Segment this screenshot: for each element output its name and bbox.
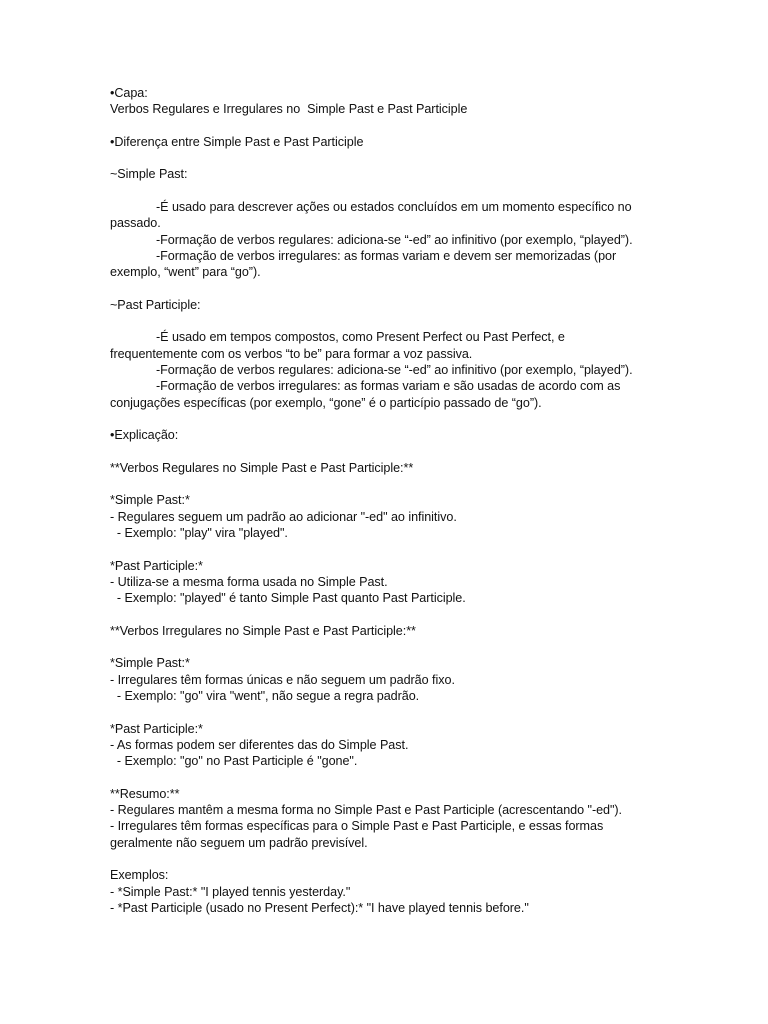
document-line: •Explicação: [110,428,179,443]
document-line: - Exemplo: "go" vira "went", não segue a regra padrão. [110,688,420,703]
document-line: conjugações específicas (por exemplo, “gone” é o particípio passado de “go”). [110,395,542,410]
document-line: **Verbos Regulares no Simple Past e Past Participle:** [110,460,414,475]
document-line: Exemplos: [110,868,169,883]
document-line: -Formação de verbos irregulares: as formas variam e devem ser memorizadas (por [156,248,617,263]
document-line: **Resumo:** [110,786,180,801]
blank-line [110,281,660,297]
document-line: -É usado para descrever ações ou estados concluídos em um momento específico no [156,200,632,215]
blank-line [110,476,660,492]
document-page [110,85,660,916]
blank-line [110,704,660,720]
document-line: **Verbos Irregulares no Simple Past e Past Participle:** [110,623,416,638]
blank-line [110,607,660,623]
document-line: geralmente não seguem um padrão previsível. [110,835,368,850]
document-line: - Irregulares têm formas específicas para o Simple Past e Past Participle, e essas formas [110,819,604,834]
document-line: - Irregulares têm formas únicas e não seguem um padrão fixo. [110,672,455,687]
blank-line [110,118,660,134]
document-line: ~Past Participle: [110,297,201,312]
document-line: -Formação de verbos irregulares: as formas variam e são usadas de acordo com as [156,379,621,394]
document-line: - Regulares mantêm a mesma forma no Simple Past e Past Participle (acrescentando "-ed"). [110,803,623,818]
blank-line [110,444,660,460]
document-line: - Exemplo: "play" vira "played". [110,526,288,541]
document-line: - *Simple Past:* "I played tennis yesterday." [110,884,351,899]
blank-line [110,639,660,655]
blank-line [110,150,660,166]
document-line: •Diferença entre Simple Past e Past Participle [110,134,364,149]
blank-line [110,313,660,329]
document-line: -É usado em tempos compostos, como Present Perfect ou Past Perfect, e [156,330,565,345]
document-line: exemplo, “went” para “go”). [110,265,261,280]
document-line: -Formação de verbos regulares: adiciona-se “-ed” ao infinitivo (por exemplo, “played”). [156,232,633,247]
document-line: ~Simple Past: [110,167,188,182]
blank-line [110,183,660,199]
document-line: - Exemplo: "played" é tanto Simple Past quanto Past Participle. [110,591,466,606]
document-line: *Simple Past:* [110,493,190,508]
document-line: frequentemente com os verbos “to be” para formar a voz passiva. [110,346,473,361]
document-line: - Exemplo: "go" no Past Participle é "gone". [110,754,358,769]
document-line: Verbos Regulares e Irregulares no Simple Past e Past Participle [110,102,468,117]
blank-line [110,769,660,785]
blank-line [110,411,660,427]
blank-line [110,851,660,867]
document-line: passado. [110,216,161,231]
document-line: - *Past Participle (usado no Present Perfect):* "I have played tennis before." [110,900,529,915]
document-line: - As formas podem ser diferentes das do Simple Past. [110,737,409,752]
document-line: *Simple Past:* [110,656,190,671]
document-line: -Formação de verbos regulares: adiciona-se “-ed” ao infinitivo (por exemplo, “played”). [156,363,633,378]
document-line: *Past Participle:* [110,721,203,736]
document-line: - Utiliza-se a mesma forma usada no Simple Past. [110,574,388,589]
document-line: *Past Participle:* [110,558,203,573]
document-line: •Capa: [110,86,148,100]
document-line: - Regulares seguem um padrão ao adicionar "-ed" ao infinitivo. [110,509,457,524]
blank-line [110,541,660,557]
